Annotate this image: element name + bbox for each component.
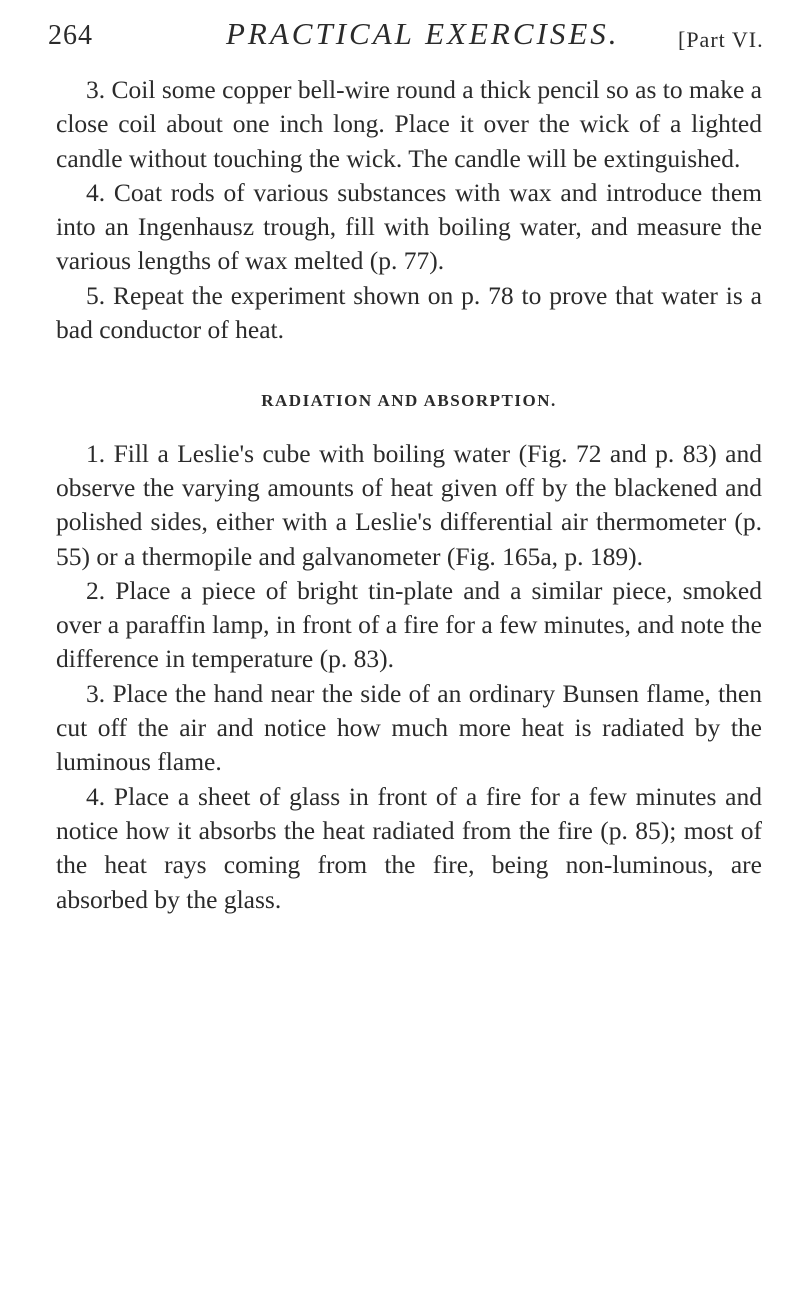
paragraph-radiation-1: 1. Fill a Leslie's cube with boiling water (Fig. 72 and p. 83) and observe the varying amounts of heat given off by the blackened and polished sides, either with a Leslie's differential air thermometer (p. 55) or a thermopile and galvanometer (Fig. 165a, p. 189).: [56, 438, 762, 571]
running-title: PRACTICAL EXERCISES.: [226, 16, 620, 51]
paragraph-radiation-2: 2. Place a piece of bright tin-plate and a similar piece, smoked over a paraffin lamp, in front of a fire for a few minutes, and note the difference in temperature (p. 83).: [56, 575, 762, 674]
paragraph-radiation-3: 3. Place the hand near the side of an ordinary Bunsen flame, then cut off the air and notice how much more heat is radiated by the luminous flame.: [56, 678, 762, 777]
page-number: 264: [48, 20, 93, 51]
paragraph-radiation-4: 4. Place a sheet of glass in front of a fire for a few minutes and notice how it absorbs the heat radiated from the fire (p. 85); most of the heat rays coming from the fire, being non-luminous, are absorbed by the glass.: [56, 781, 762, 914]
running-head: [48, 0, 768, 52]
body-text: [56, 73, 762, 917]
paragraph-exercise-5: 5. Repeat the experiment shown on p. 78 to prove that water is a bad conductor of heat.: [56, 280, 762, 345]
paragraph-exercise-3: 3. Coil some copper bell-wire round a thick pencil so as to make a close coil about one inch long. Place it over the wick of a lighted candle without touching the wick. The candle will be extinguished.: [56, 75, 762, 173]
part-label: [Part VI.: [678, 27, 764, 52]
paragraph-exercise-4: 4. Coat rods of various substances with wax and introduce them into an Ingenhausz trough, fill with boiling water, and measure the various lengths of wax melted (p. 77).: [56, 177, 762, 276]
section-heading: RADIATION AND ABSORPTION.: [261, 391, 557, 411]
